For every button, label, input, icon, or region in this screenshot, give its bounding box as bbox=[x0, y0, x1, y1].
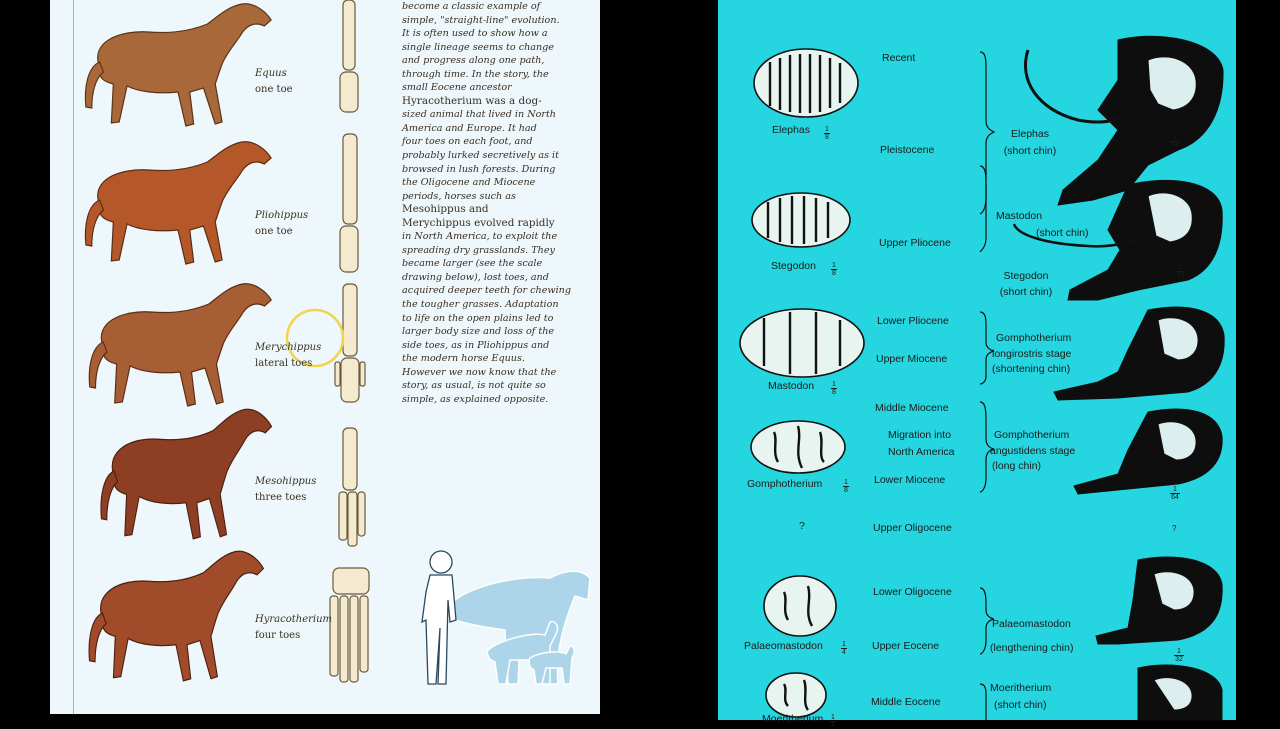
foot-bones bbox=[330, 0, 369, 682]
stage-line: (short chin) bbox=[1003, 145, 1057, 157]
body-text-line: Hyracotherium was a dog- bbox=[402, 94, 542, 107]
tooth-label-gomphotherium bbox=[747, 478, 822, 490]
epoch-upper-miocene: Upper Miocene bbox=[876, 353, 948, 365]
hyracotherium-drawing bbox=[89, 551, 263, 681]
horse-evolution-page bbox=[50, 0, 600, 714]
toe-count: lateral toes bbox=[255, 358, 313, 369]
stage-mastodon-chin: (short chin) bbox=[1036, 227, 1089, 239]
question-mark-right bbox=[1172, 524, 1176, 533]
horse-label-mesohippus bbox=[255, 474, 316, 506]
tooth-name: Mastodon bbox=[768, 380, 815, 392]
epoch-pleistocene: Pleistocene bbox=[880, 144, 935, 156]
frac-num: 1 bbox=[1170, 134, 1180, 142]
stage-line: Gomphotherium bbox=[994, 429, 1070, 441]
frac-num: 1 bbox=[1174, 648, 1184, 656]
body-text-line: four toes on each foot, and bbox=[402, 136, 533, 148]
human-figure bbox=[422, 551, 456, 684]
epoch-migration-line2: North America bbox=[888, 446, 955, 458]
toe-count: three toes bbox=[255, 492, 307, 503]
epoch-upper-eocene: Upper Eocene bbox=[872, 640, 940, 652]
tooth-and-skull-drawings bbox=[718, 0, 1236, 720]
body-text-line: acquired deeper teeth for chewing bbox=[402, 285, 571, 297]
horse-label-equus bbox=[255, 66, 293, 98]
horse-name: Mesohippus bbox=[255, 476, 317, 487]
tooth-scale-mastodon bbox=[831, 381, 837, 396]
stage-line: angustidens stage bbox=[990, 444, 1076, 457]
tooth-name: Gomphotherium bbox=[747, 478, 823, 490]
tooth-scale-stegodon bbox=[831, 262, 837, 277]
body-text-line: periods, horses such as bbox=[402, 190, 516, 202]
frac-den: 4 bbox=[842, 649, 846, 656]
frac-den: 8 bbox=[832, 270, 836, 277]
frac-den: 8 bbox=[825, 134, 829, 141]
epoch-upper-pliocene: Upper Pliocene bbox=[879, 237, 951, 249]
tooth-name: Stegodon bbox=[771, 260, 816, 272]
question-mark: ? bbox=[799, 520, 805, 532]
frac-num: 1 bbox=[831, 714, 835, 721]
body-text-line: However we now know that the bbox=[402, 366, 557, 378]
body-text-line: to life on the open plains led to bbox=[402, 312, 554, 324]
frac-den: 32 bbox=[1175, 656, 1183, 663]
frac-num: 1 bbox=[825, 126, 829, 133]
epoch-middle-eocene: Middle Eocene bbox=[871, 696, 941, 708]
toe-count: four toes bbox=[255, 630, 301, 641]
skull-scale-4 bbox=[1174, 648, 1184, 663]
epoch-middle-miocene: Middle Miocene bbox=[875, 402, 949, 414]
body-text-line: the Oligocene and Miocene bbox=[402, 177, 536, 189]
horse-name: Pliohippus bbox=[255, 210, 309, 221]
equus-drawing bbox=[85, 4, 271, 126]
stage-line: (short chin) bbox=[999, 286, 1053, 298]
tooth-scale-gomphotherium bbox=[843, 479, 849, 494]
body-text-line: Merychippus evolved rapidly bbox=[402, 216, 555, 229]
body-text-line: larger body size and loss of the bbox=[402, 326, 555, 338]
body-text-line: small Eocene ancestor bbox=[402, 82, 512, 94]
epoch-upper-oligocene: Upper Oligocene bbox=[873, 522, 952, 534]
tooth-label-palaeomastodon bbox=[744, 640, 823, 652]
stage-palaeomastodon bbox=[990, 612, 1073, 660]
epoch-migration-line1: Migration into bbox=[888, 429, 952, 441]
body-text-line: simple, "straight-line" evolution. bbox=[402, 14, 560, 26]
stage-line: Elephas bbox=[1011, 128, 1049, 140]
stage-elephas bbox=[990, 126, 1070, 160]
body-text-line: side toes, as in Pliohippus and bbox=[402, 339, 550, 351]
stage-line: Palaeomastodon bbox=[992, 618, 1071, 630]
tooth-name: Elephas bbox=[772, 124, 810, 136]
body-text-line: in North America, to exploit the bbox=[402, 231, 558, 243]
body-text-line: became larger (see the scale bbox=[402, 258, 543, 270]
tooth-scale-moeritherium bbox=[830, 714, 836, 729]
body-text-line: through time. In the story, the bbox=[402, 68, 549, 80]
body-text-line: simple, as explained opposite. bbox=[402, 393, 549, 405]
stage-gomphotherium-longirostris bbox=[992, 331, 1071, 378]
body-text-line: story, as usual, is not quite so bbox=[402, 380, 546, 392]
tooth-label-moeritherium bbox=[762, 713, 823, 725]
tooth-scale-elephas bbox=[824, 126, 830, 141]
tooth-label-mastodon bbox=[768, 380, 814, 392]
horse-name: Equus bbox=[255, 68, 287, 79]
frac-num: 1 bbox=[844, 479, 848, 486]
tooth-name: Moeritherium bbox=[762, 713, 824, 725]
body-text-line: become a classic example of bbox=[402, 1, 541, 12]
proboscidean-evolution-page bbox=[718, 0, 1236, 729]
stage-line: (short chin) bbox=[994, 699, 1047, 711]
toe-count: one toe bbox=[255, 226, 293, 237]
frac-num: 1 bbox=[1170, 486, 1180, 494]
frac-den: 64 bbox=[1177, 272, 1185, 279]
skull-scale-2 bbox=[1176, 264, 1186, 279]
mesohippus-drawing bbox=[101, 409, 272, 539]
body-text-line: Mesohippus and bbox=[402, 203, 489, 216]
body-text-line: the tougher grasses. Adaptation bbox=[402, 299, 559, 311]
stage-line: (shortening chin) bbox=[992, 363, 1071, 375]
epoch-recent: Recent bbox=[882, 52, 916, 64]
horse-label-merychippus bbox=[255, 340, 321, 372]
frac-den: 8 bbox=[832, 389, 836, 396]
frac-num: 1 bbox=[1176, 264, 1186, 272]
epoch-lower-miocene: Lower Miocene bbox=[874, 474, 946, 486]
stage-moeritherium bbox=[990, 680, 1051, 714]
question-mark-left bbox=[799, 520, 805, 532]
frac-den: 64 bbox=[1171, 494, 1179, 501]
body-text-line: America and Europe. It had bbox=[402, 122, 537, 134]
tooth-label-stegodon bbox=[771, 260, 816, 272]
body-text-line: single lineage seems to change bbox=[402, 41, 554, 53]
stage-line: Gomphotherium bbox=[996, 332, 1072, 344]
frac-num: 1 bbox=[832, 381, 836, 388]
scale-drawing bbox=[450, 571, 590, 684]
stage-line: Moeritherium bbox=[990, 682, 1052, 694]
frac-den: 8 bbox=[844, 487, 848, 494]
horse-label-hyracotherium bbox=[255, 612, 332, 644]
body-text-line: browsed in lush forests. During bbox=[402, 163, 556, 175]
body-text-line: and progress along one path, bbox=[402, 55, 545, 67]
body-text-line: spreading dry grasslands. They bbox=[402, 244, 555, 256]
frac-num: 1 bbox=[842, 641, 846, 648]
frac-den: 4 bbox=[831, 722, 835, 729]
body-text-line: sized animal that lived in North bbox=[402, 109, 556, 121]
stage-stegodon bbox=[986, 268, 1066, 300]
stage-line: (lengthening chin) bbox=[990, 642, 1074, 654]
body-text-line: the modern horse Equus. bbox=[402, 353, 525, 365]
body-text-line: probably lurked secretively as it bbox=[402, 150, 559, 162]
tooth-name: Palaeomastodon bbox=[744, 640, 823, 652]
stage-line: (long chin) bbox=[992, 460, 1042, 472]
body-text-column bbox=[402, 0, 592, 406]
frac-num: 1 bbox=[832, 262, 836, 269]
epoch-lower-pliocene: Lower Pliocene bbox=[877, 315, 949, 327]
body-text-line: It is often used to show how a bbox=[402, 28, 548, 40]
stage-gomphotherium-angustidens bbox=[990, 428, 1075, 475]
skull-scale-3 bbox=[1170, 486, 1180, 501]
pliohippus-drawing bbox=[85, 142, 271, 264]
merychippus-drawing bbox=[89, 284, 271, 406]
stage-line: longirostris stage bbox=[992, 347, 1072, 360]
tooth-scale-palaeomastodon bbox=[841, 641, 847, 656]
frac-den: 64 bbox=[1171, 142, 1179, 149]
skull-scale-1 bbox=[1170, 134, 1180, 149]
skull-drawings bbox=[1054, 36, 1224, 720]
tooth-label-elephas bbox=[772, 124, 810, 136]
epoch-lower-oligocene: Lower Oligocene bbox=[873, 586, 952, 598]
body-text-line: drawing below), lost toes, and bbox=[402, 271, 549, 283]
stage-mastodon-name: Mastodon bbox=[996, 210, 1043, 222]
toe-count: one toe bbox=[255, 84, 293, 95]
horse-label-pliohippus bbox=[255, 208, 308, 240]
stage-line: Stegodon bbox=[1003, 270, 1049, 282]
horse-name: Hyracotherium bbox=[255, 614, 333, 625]
horse-name: Merychippus bbox=[255, 342, 322, 353]
question-mark: ? bbox=[1172, 524, 1177, 533]
